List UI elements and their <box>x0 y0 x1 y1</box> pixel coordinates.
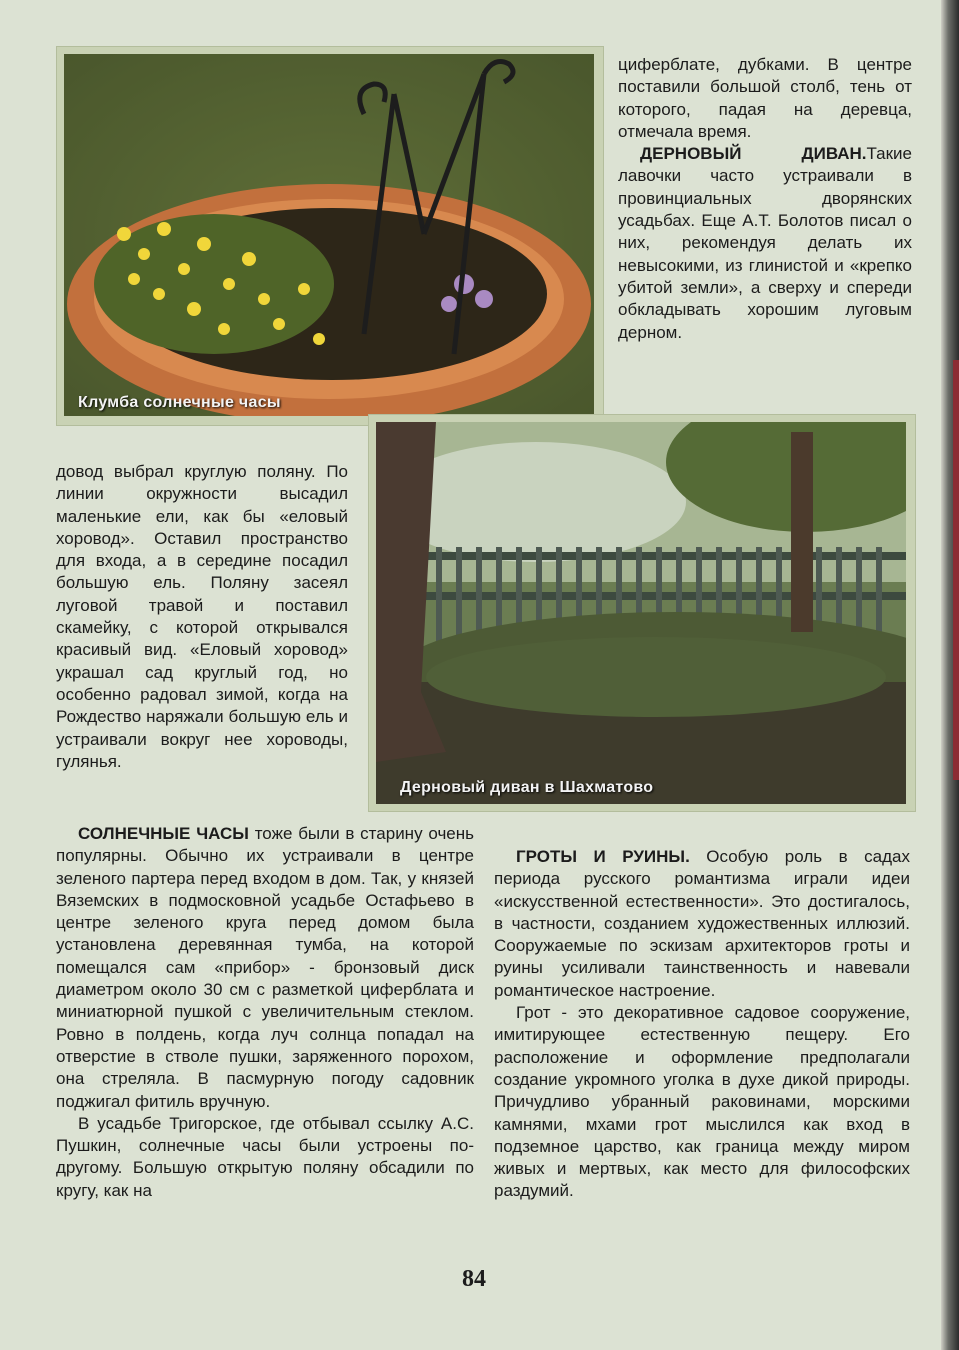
section-heading-turf-sofa: ДЕРНОВЫЙ ДИВАН. <box>640 144 867 164</box>
page-number: 84 <box>462 1266 486 1292</box>
binding-accent <box>953 360 959 780</box>
section-heading-grottoes: ГРОТЫ И РУИНЫ. <box>516 847 690 866</box>
top-right-column <box>618 54 912 344</box>
turf-sofa-image <box>376 422 906 804</box>
photo1-caption: Клумба солнечные часы <box>78 394 281 411</box>
trigorskoe-paragraph: В усадьбе Тригорское, где отбывал ссылку А.С. Пушкин, солнечные часы были устроены по-другому. Большую открытую поляну обсадили по кругу, как на <box>56 1113 474 1200</box>
sundial-text: тоже были в старину очень популярны. Обычно их устраивали в центре зеленого партера перед входом в дом. Так, у князей Вяземских в подмосковной усадьбе Остафьево в центре зеленого круга перед домом была установлена деревянная тумба, на которой помещался сам «прибор» - бронзовый диск диаметром около 30 см с разметкой циферблата и миниатюрной пушкой с увеличительным стеклом. Ровно в полдень, когда луч солнца попадал на отверстие в стволе пушки, заряженного порохом, она стреляла. В пасмурную погоду садовник поджигал фитиль вручную. <box>56 824 475 1111</box>
fir-dance-paragraph: довод выбрал круглую поляну. По линии окружности высадил маленькие ели, как бы «еловый хоровод». Оставил пространство для входа, а в середине посадил большую ель. Поляну засеял луговой травой и поставил скамейку, с которой открывался красивый вид. «Еловый хоровод» украшал сад круглый год, но особенно радовал зимой, когда на Рождество наряжали большую ель и устраивали вокруг нее хороводы, гулянья. <box>56 462 348 771</box>
grottoes-paragraph <box>494 846 910 1002</box>
left-column <box>56 461 348 773</box>
photo2-caption: Дерновый диван в Шахматово <box>400 779 654 796</box>
sundial-flowerbed-photo <box>64 54 594 416</box>
continued-paragraph: циферблате, дубками. В центре поставили большой столб, тень от которого, падая на деревца, отмечала время. <box>618 55 912 141</box>
turf-sofa-paragraph <box>618 143 912 344</box>
turf-sofa-photo <box>376 422 906 804</box>
turf-sofa-text: Такие лавочки часто устраивали в провинциальных дворянских усадьбах. Еще А.Т. Болотов писал о них, рекомендуя делать их невысокими, из глинистой и «крепко убитой земли», а сверху и спереди обкладывать хорошим луговым дерном. <box>618 144 912 342</box>
sundial-paragraph <box>56 823 474 1113</box>
grottoes-text: Особую роль в садах периода русского романтизма играли идеи «искусственной естественности». Это достигалось, в частности, созданием художественных иллюзий. Сооружаемые по эскизам архитекторов гроты и руины усиливали таинственность и навевали романтическое настроение. <box>494 847 910 1000</box>
section-heading-sundial: СОЛНЕЧНЫЕ ЧАСЫ <box>78 824 249 843</box>
grotto-paragraph: Грот - это декоративное садовое сооружение, имитирующее естественную пещеру. Его расположение и оформление предполагали создание укромного уголка в духе дикой природы. Причудливо убранный раковинами, морскими камнями, мхами грот мыслился как вход в подземное царство, как граница между миром живых и мертвых, как место для философских раздумий. <box>494 1003 910 1201</box>
right-column <box>494 846 910 1203</box>
left-column-lower <box>56 823 474 1202</box>
sundial-flowerbed-image <box>64 54 594 416</box>
